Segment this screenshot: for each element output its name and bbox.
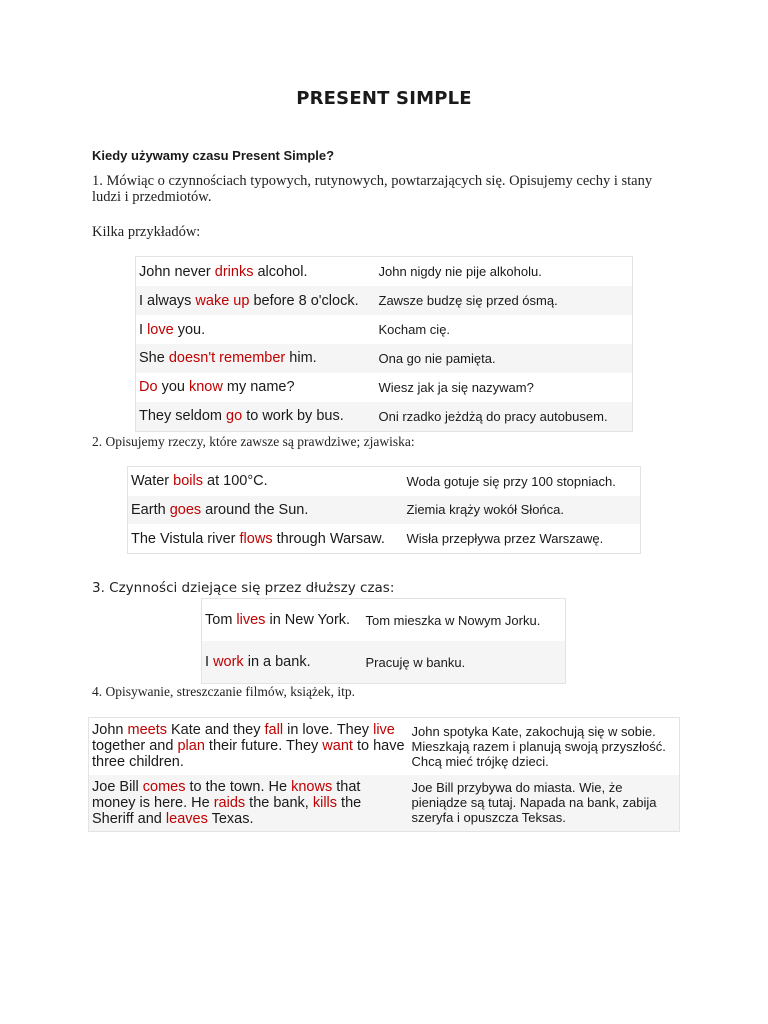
sentence-text: at 100°C. [203,473,268,490]
verb-highlight: meets [127,722,167,739]
question-heading: Kiedy używamy czasu Present Simple? [92,148,335,163]
sentence-text: to work by bus. [242,408,344,425]
english-sentence [89,718,409,775]
sentence-text: that money is here. He [92,778,361,811]
verb-highlight: comes [142,778,186,795]
english-sentence [128,467,404,496]
sentence-text: you [157,379,189,396]
verb-highlight: kills [312,794,338,811]
polish-translation: Ziemia krąży wokół Słońca. [404,496,641,524]
verb-highlight: love [147,321,174,338]
sentence-text: together and [92,738,178,755]
polish-translation: Wisła przepływa przez Warszawę. [406,531,604,547]
table-row [128,524,641,553]
english-sentence [128,524,404,553]
sentence-text: John [92,722,128,739]
examples-label: Kilka przykładów: [92,224,201,240]
english-sentence [136,402,376,432]
sentence-text: She [139,350,169,367]
polish-translation: Ona go nie pamięta. [376,344,633,373]
verb-highlight: drinks [214,263,254,280]
sentence-text: the Sheriff and [92,794,362,827]
verb-highlight: plan [177,738,205,755]
polish-translation: John spotyka Kate, zakochują się w sobie. Mieszkają razem i planują swoją przyszłość. Chcą mieć trójkę dzieci. [411,723,666,769]
page-title: PRESENT SIMPLE [296,88,472,109]
english-sentence [136,286,376,315]
sentence-text: They seldom [139,408,227,425]
sentence-text: to have three children. [92,738,405,771]
sentence-text: around the Sun. [201,501,309,518]
polish-translation: Joe Bill przybywa do miasta. Wie, że pieniądze są tutaj. Napada na bank, zabija szeryfa i opuszcza Teksas. [409,775,680,832]
sentence-text: I [205,654,214,670]
table-row [136,257,633,287]
table-row [136,286,633,315]
table-row [202,599,566,642]
section-2-heading: 2. Opisujemy rzeczy, które zawsze są prawdziwe; zjawiska: [92,434,415,449]
section-1-heading: 1. Mówiąc o czynnościach typowych, rutynowych, powtarzających się. Opisujemy cechy i stany ludzi i przedmiotów. [92,173,653,205]
table-section-2 [127,466,641,554]
table-row [136,402,633,432]
sentence-text: I always [139,292,196,309]
polish-translation: John nigdy nie pije alkoholu. [378,264,542,280]
table-row [202,641,566,684]
sentence-text: before 8 o'clock. [249,292,359,309]
sentence-text: you. [173,321,206,338]
sentence-text: their future. They [204,738,323,755]
sentence-text: the bank, [245,794,313,811]
polish-translation: Oni rzadko jeżdżą do pracy autobusem. [376,402,633,432]
verb-highlight: goes [169,501,202,518]
sentence-text: Joe Bill [92,778,143,795]
verb-highlight: know [188,379,223,396]
sentence-text: in love. They [283,722,374,739]
english-sentence [202,599,363,642]
table-row [89,775,680,832]
table-section-1 [135,256,633,432]
verb-highlight: wake up [195,292,250,309]
verb-highlight: work [213,654,244,670]
verb-highlight: live [373,722,395,739]
table-row [136,315,633,344]
section-3-heading: 3. Czynności dziejące się przez dłuższy czas: [92,580,395,596]
verb-highlight: doesn't remember [168,350,286,367]
sentence-text: to the town. He [185,778,292,795]
verb-highlight: knows [291,778,333,795]
english-sentence [89,775,409,832]
verb-highlight: fall [264,722,284,739]
section-4-heading: 4. Opisywanie, streszczanie filmów, książek, itp. [92,684,356,699]
sentence-text: Water [131,473,174,490]
sentence-text: John never [139,263,215,280]
sentence-text: him. [285,350,317,367]
table-row [136,373,633,402]
polish-translation: Wiesz jak ja się nazywam? [378,379,534,395]
polish-translation: Woda gotuje się przy 100 stopniach. [406,473,616,489]
polish-translation: Kocham cię. [378,322,451,338]
table-row [128,496,641,524]
sentence-text: Tom [205,612,237,628]
verb-highlight: go [226,408,243,425]
sentence-text: Earth [131,501,170,518]
sentence-text: in New York. [265,612,351,628]
english-sentence [136,315,376,344]
english-sentence [136,257,376,287]
sentence-text: my name? [222,379,295,396]
sentence-text: Kate and they [166,722,265,739]
sentence-text: Texas. [207,810,254,827]
sentence-text: I [139,321,148,338]
table-row [89,718,680,775]
table-row [136,344,633,373]
sentence-text: The Vistula river [131,530,240,547]
table-row [128,467,641,496]
sentence-text: in a bank. [243,654,311,670]
table-section-3 [201,598,566,684]
verb-highlight: raids [213,794,246,811]
polish-translation: Zawsze budzę się przed ósmą. [376,286,633,315]
polish-translation: Tom mieszka w Nowym Jorku. [365,612,541,628]
sentence-text: through Warsaw. [272,530,385,547]
verb-highlight: Do [139,379,158,396]
sentence-text: alcohol. [253,263,308,280]
verb-highlight: boils [173,473,203,490]
polish-translation: Pracuję w banku. [363,641,566,684]
verb-highlight: lives [236,612,266,628]
table-section-4 [88,717,680,832]
verb-highlight: flows [239,530,273,547]
english-sentence [202,641,363,684]
english-sentence [136,373,376,402]
verb-highlight: leaves [165,810,208,827]
english-sentence [128,496,404,524]
verb-highlight: want [322,738,353,755]
english-sentence [136,344,376,373]
